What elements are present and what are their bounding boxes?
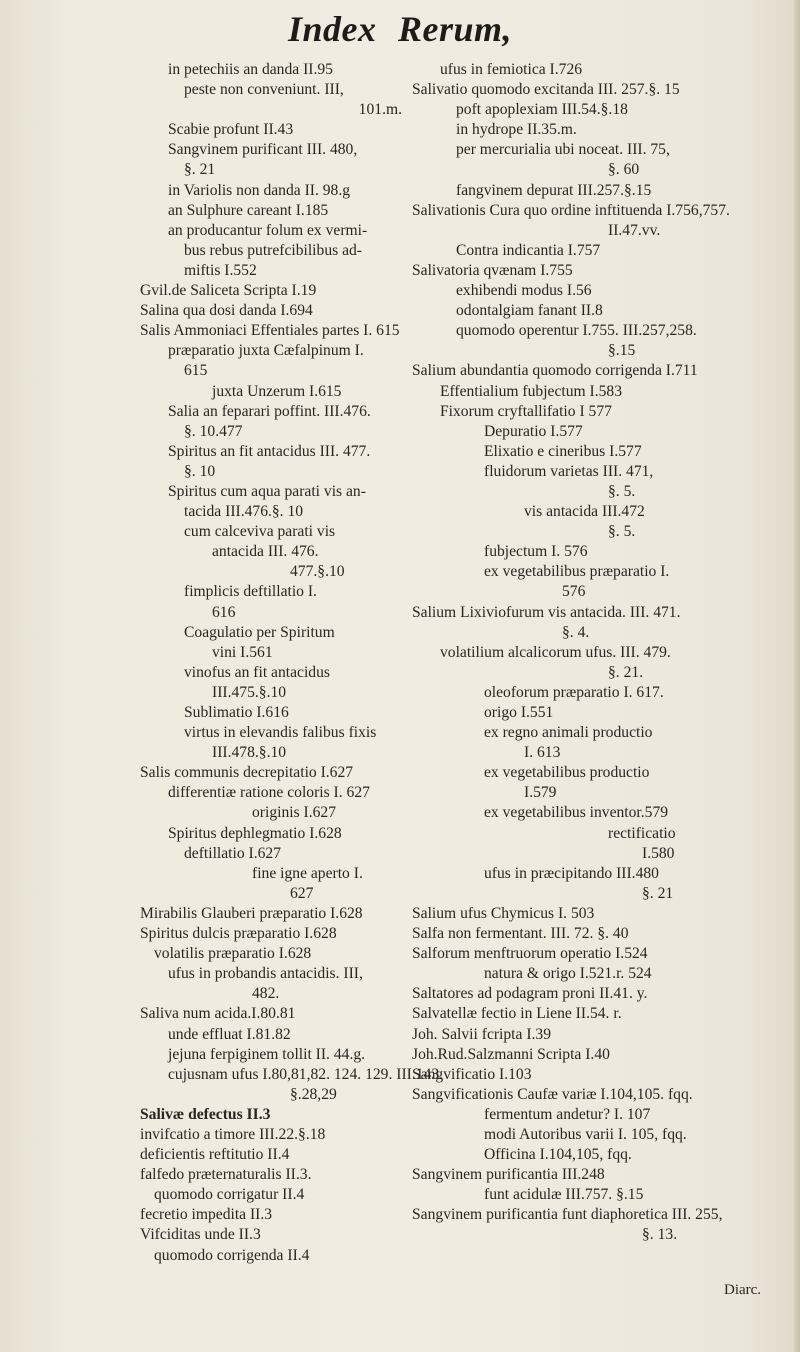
left-index-entry: præparatio juxta Cæfalpinum I. (168, 342, 364, 360)
right-index-entry: §. 13. (642, 1226, 678, 1244)
right-index-entry: fermentum andetur? I. 107 (484, 1105, 651, 1123)
left-index-entry: Saliva num acida.I.80.81 (140, 1005, 296, 1023)
left-index-entry: Spiritus dephlegmatio I.628 (168, 824, 342, 842)
left-index-entry: deftillatio I.627 (184, 844, 282, 862)
right-index-entry: II.47.vv. (608, 221, 661, 239)
right-index-entry: quomodo operentur I.755. III.257,258. (456, 322, 697, 340)
right-index-entry: Contra indicantia I.757 (456, 241, 601, 259)
left-index-entry: bus rebus putrefcibilibus ad- (184, 241, 362, 259)
right-index-entry: I.579 (524, 784, 557, 802)
left-index-entry: volatilis præparatio I.628 (154, 945, 312, 963)
left-index-entry: cujusnam ufus I.80,81,82. 124. 129. III.143. (168, 1065, 444, 1083)
right-index-entry: Salium Lixiviofurum vis antacida. III. 471. (412, 603, 681, 621)
right-index-entry: exhibendi modus I.56 (456, 282, 592, 300)
left-index-entry: fecretio impedita II.3 (140, 1206, 273, 1224)
left-index-entry: Vifciditas unde II.3 (140, 1226, 261, 1244)
right-index-entry: poft apoplexiam III.54.§.18 (456, 101, 628, 119)
left-index-entry: virtus in elevandis falibus fixis (184, 724, 377, 742)
left-index-entry: deficientis reftitutio II.4 (140, 1146, 290, 1164)
right-index-entry: 576 (562, 583, 586, 601)
left-index-entry: jejuna ferpiginem tollit II. 44.g. (168, 1045, 366, 1063)
left-index-entry: an Sulphure careant I.185 (168, 201, 329, 219)
right-index-entry: odontalgiam fanant II.8 (456, 302, 603, 320)
right-index-entry: Salium ufus Chymicus I. 503 (412, 904, 595, 922)
right-index-entry: Sangvificationis Caufæ variæ I.104,105. fqq. (412, 1085, 693, 1103)
right-index-entry: volatilium alcalicorum ufus. III. 479. (440, 643, 671, 661)
right-index-entry: in hydrope II.35.m. (456, 121, 577, 139)
left-index-entry: §. 10 (184, 462, 216, 480)
left-index-entry: falfedo præternaturalis II.3. (140, 1166, 312, 1184)
right-index-entry: Joh. Salvii fcripta I.39 (412, 1025, 552, 1043)
left-index-entry: Salia an feparari poffint. III.476. (168, 402, 371, 420)
right-index-entry: ex vegetabilibus inventor.579 (484, 804, 669, 822)
right-index-entry: fluidorum varietas III. 471, (484, 462, 654, 480)
left-index-entry: Salina qua dosi danda I.694 (140, 302, 313, 320)
catchword: Diarc. (724, 1282, 762, 1298)
header-word-rerum: Rerum, (397, 9, 513, 49)
left-column (140, 60, 444, 1266)
right-index-entry: Depuratio I.577 (484, 422, 583, 440)
left-index-entry: Spiritus an fit antacidus III. 477. (168, 442, 371, 460)
left-index-entry: ufus in probandis antacidis. III, (168, 965, 363, 983)
right-index-entry: Joh.Rud.Salzmanni Scripta I.40 (412, 1045, 610, 1063)
left-index-entry: in petechiis an danda II.95 (168, 61, 333, 78)
left-index-entry: Scabie profunt II.43 (168, 121, 294, 139)
left-index-entry: III.475.§.10 (212, 683, 287, 701)
left-index-entry: Salis Ammoniaci Effentiales partes I. 615 (140, 322, 400, 340)
left-index-entry: vinofus an fit antacidus (184, 663, 330, 681)
left-index-entry: §. 10.477 (184, 422, 243, 440)
left-index-entry: §. 21 (184, 161, 216, 179)
right-index-entry: I.580 (642, 844, 675, 862)
right-index-entry: oleoforum præparatio I. 617. (484, 683, 664, 701)
page-edge (794, 0, 800, 1352)
left-index-entry: Spiritus dulcis præparatio I.628 (140, 925, 337, 943)
left-index-entry: Sublimatio I.616 (184, 704, 289, 721)
right-index-entry: natura & origo I.521.r. 524 (484, 965, 652, 983)
left-index-entry: an producantur folum ex vermi- (168, 221, 368, 239)
left-index-entry: peste non conveniunt. III, (184, 81, 344, 99)
right-index-entry: Saltatores ad podagram proni II.41. y. (412, 985, 648, 1003)
left-index-entry: in Variolis non danda II. 98.g (168, 181, 351, 199)
right-index-entry: §. 21 (642, 884, 674, 902)
left-index-entry: cum calceviva parati vis (184, 523, 336, 541)
right-index-entry: ex regno animali productio (484, 724, 653, 742)
right-index-entry: Sangvinem purificantia funt diaphoretica III. 255, (412, 1206, 723, 1224)
left-index-entry: juxta Unzerum I.615 (212, 382, 342, 400)
right-index-entry: Salivatoria qvænam I.755 (412, 261, 573, 279)
left-index-entry: 627 (290, 884, 314, 902)
left-index-entry: 101.m. (358, 101, 402, 119)
right-index-entry: ex vegetabilibus præparatio I. (484, 563, 670, 581)
left-index-entry: Spiritus cum aqua parati vis an- (168, 482, 366, 500)
right-index-entry: per mercurialia ubi noceat. III. 75, (456, 141, 670, 159)
right-index-entry: Salvatellæ fectio in Liene II.54. r. (412, 1005, 622, 1023)
right-index-entry: ufus in femiotica I.726 (440, 61, 583, 78)
left-index-entry: antacida III. 476. (212, 543, 319, 561)
left-index-entry: tacida III.476.§. 10 (184, 503, 304, 521)
right-index-entry: §. 4. (562, 623, 590, 641)
right-index-entry: funt acidulæ III.757. §.15 (484, 1186, 644, 1204)
left-index-entry: Sangvinem purificant III. 480, (168, 141, 358, 159)
left-index-entry: Mirabilis Glauberi præparatio I.628 (140, 904, 363, 922)
right-index-entry: §. 60 (608, 161, 640, 179)
left-index-entry: Gvil.de Saliceta Scripta I.19 (140, 282, 317, 300)
left-index-entry: quomodo corrigatur II.4 (154, 1186, 305, 1204)
left-index-entry: III.478.§.10 (212, 744, 287, 762)
right-index-entry: §. 21. (608, 663, 644, 681)
right-index-entry: modi Autoribus varii I. 105, fqq. (484, 1125, 687, 1143)
right-index-entry: Salivationis Cura quo ordine inftituenda I.756,757. (412, 201, 730, 219)
right-index-entry: §. 5. (608, 482, 636, 500)
right-index-entry: Salforum menftruorum operatio I.524 (412, 945, 648, 963)
left-index-entry: fimplicis deftillatio I. (184, 583, 317, 601)
left-index-entry: quomodo corrigenda II.4 (154, 1246, 310, 1264)
left-index-entry: miftis I.552 (184, 261, 257, 279)
left-index-entry: differentiæ ratione coloris I. 627 (168, 784, 370, 802)
right-index-entry: ufus in præcipitando III.480 (484, 864, 659, 882)
right-index-entry: rectificatio (608, 824, 676, 842)
left-index-entry: originis I.627 (252, 804, 337, 822)
left-index-entry: vini I.561 (212, 643, 273, 661)
right-index-entry: §.15 (608, 342, 636, 360)
left-index-entry: Salis communis decrepitatio I.627 (140, 764, 354, 782)
right-index-entry: Sangvinem purificantia III.248 (412, 1166, 605, 1184)
right-index-entry: Salium abundantia quomodo corrigenda I.711 (412, 362, 698, 380)
left-index-entry: 615 (184, 362, 208, 380)
right-index-entry: ex vegetabilibus productio (484, 764, 650, 782)
right-index-entry: Salivatio quomodo excitanda III. 257.§. 15 (412, 81, 680, 99)
left-index-entry: fine igne aperto I. (252, 864, 363, 882)
right-index-entry: Sangvificatio I.103 (412, 1065, 532, 1083)
left-index-entry: Coagulatio per Spiritum (184, 623, 335, 641)
page-header (0, 8, 800, 50)
right-column (412, 60, 792, 1246)
left-index-entry: invifcatio a timore III.22.§.18 (140, 1125, 326, 1143)
left-index-entry: unde effluat I.81.82 (168, 1025, 291, 1043)
right-index-entry: origo I.551 (484, 704, 554, 721)
header-word-index: Index (287, 9, 377, 49)
left-index-entry: 477.§.10 (290, 563, 345, 581)
right-index-entry: Fixorum cryftallifatio I 577 (440, 402, 612, 420)
left-index-entry: §.28,29 (290, 1085, 337, 1103)
left-index-entry: 482. (252, 985, 280, 1003)
left-index-entry: 616 (212, 603, 236, 621)
right-index-entry: Elixatio e cineribus I.577 (484, 442, 642, 460)
right-index-entry: fubjectum I. 576 (484, 543, 588, 561)
right-index-entry: Effentialium fubjectum I.583 (440, 382, 623, 400)
right-index-entry: I. 613 (524, 744, 561, 762)
right-index-entry: fangvinem depurat III.257.§.15 (456, 181, 652, 199)
right-index-entry: vis antacida III.472 (524, 503, 645, 521)
right-index-entry: Salfa non fermentant. III. 72. §. 40 (412, 925, 629, 943)
right-index-entry: Officina I.104,105, fqq. (484, 1146, 632, 1164)
right-index-entry: §. 5. (608, 523, 636, 541)
left-index-entry: Salivæ defectus II.3 (140, 1105, 271, 1123)
